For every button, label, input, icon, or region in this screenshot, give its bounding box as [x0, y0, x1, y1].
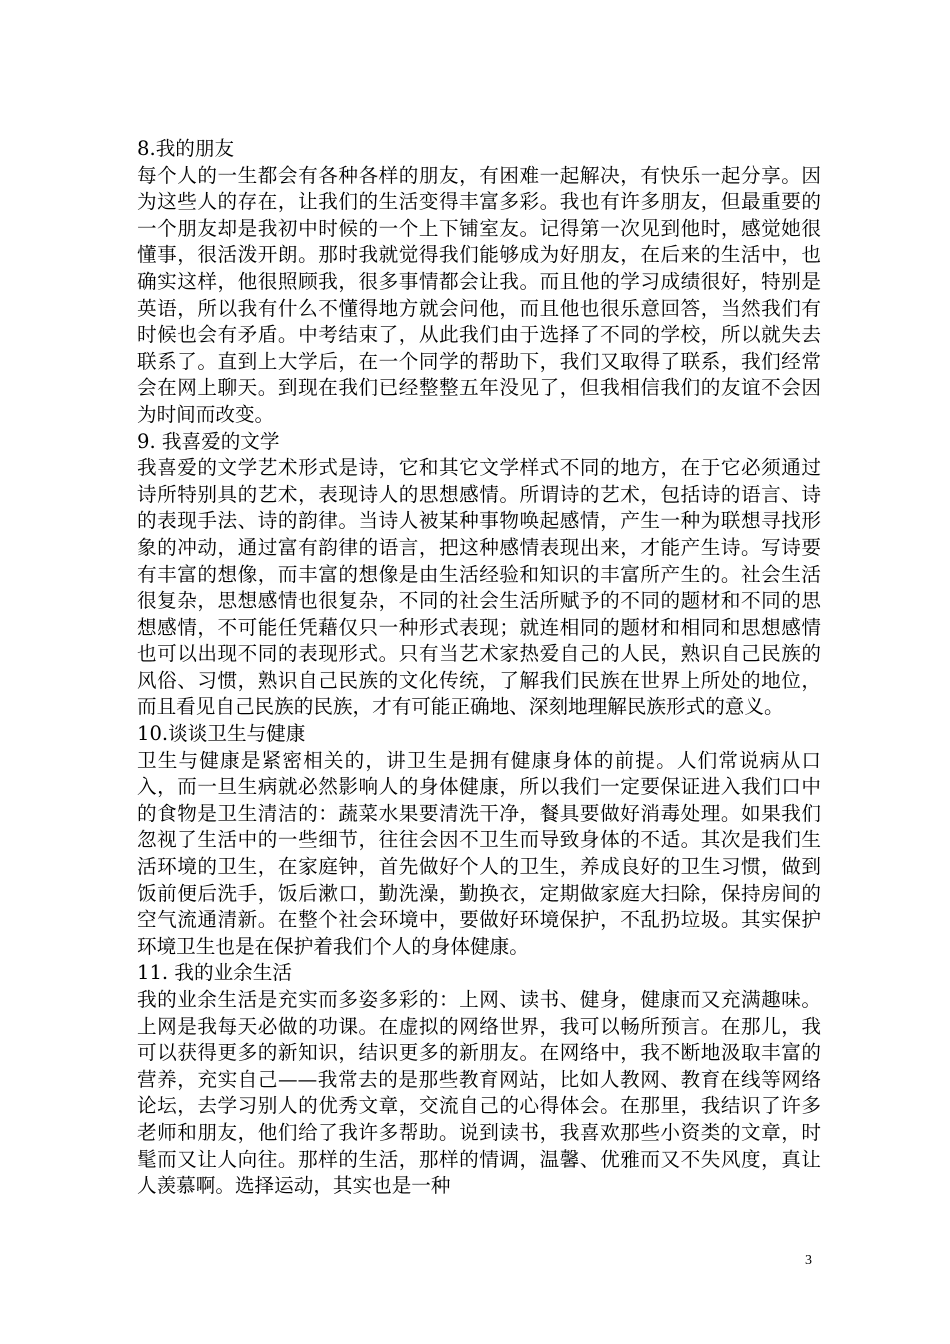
- section-spare-time-life: [137, 960, 821, 1199]
- section-favorite-literature: [137, 429, 821, 722]
- page-number: 3: [805, 1253, 812, 1268]
- section-heading: 9. 我喜爱的文学: [137, 429, 280, 453]
- section-heading: 11. 我的业余生活: [137, 961, 292, 985]
- section-paragraph: 每个人的一生都会有各种各样的朋友，有困难一起解决，有快乐一起分享。因为这些人的存在，让我们的生活变得丰富多彩。我也有许多朋友，但最重要的一个朋友却是我初中时候的一个上下铺室友。记得第一次见到他时，感觉她很懂事，很活泼开朗。那时我就觉得我们能够成为好朋友，在后来的生活中，也确实这样，他很照顾我，很多事情都会让我。而且他的学习成绩很好，特别是英语，所以我有什么不懂得地方就会问他，而且他也很乐意回答，当然我们有时候也会有矛盾。中考结束了，从此我们由于选择了不同的学校，所以就失去联系了。直到上大学后，在一个同学的帮助下，我们又取得了联系，我们经常会在网上聊天。到现在我们已经整整五年没见了，但我相信我们的友谊不会因为时间而改变。: [137, 163, 821, 426]
- section-my-friend: [137, 136, 821, 429]
- section-paragraph: 我的业余生活是充实而多姿多彩的：上网、读书、健身，健康而又充满趣味。上网是我每天必做的功课。在虚拟的网络世界，我可以畅所预言。在那儿，我可以获得更多的新知识，结识更多的新朋友。在网络中，我不断地汲取丰富的营养，充实自己——我常去的是那些教育网站，比如人教网、教育在线等网络论坛，去学习别人的优秀文章，交流自己的心得体会。在那里，我结识了许多老师和朋友，他们给了我许多帮助。说到读书，我喜欢那些小资类的文章，时髦而又让人向往。那样的生活，那样的情调，温馨、优雅而又不失风度，真让人羡慕啊。选择运动，其实也是一种: [137, 988, 821, 1198]
- section-paragraph: 卫生与健康是紧密相关的，讲卫生是拥有健康身体的前提。人们常说病从口入，而一旦生病就必然影响人的身体健康，所以我们一定要保证进入我们口中的食物是卫生清洁的：蔬菜水果要清洗干净，餐具要做好消毒处理。如果我们忽视了生活中的一些细节，往往会因不卫生而导致身体的不适。其次是我们生活环境的卫生，在家庭钟，首先做好个人的卫生，养成良好的卫生习惯，做到饭前便后洗手，饭后漱口，勤洗澡，勤换衣，定期做家庭大扫除，保持房间的空气流通清新。在整个社会环境中，要做好环境保护，不乱扔垃圾。其实保护环境卫生也是在保护着我们个人的身体健康。: [137, 748, 821, 958]
- document-body: [137, 136, 821, 1200]
- section-heading: 10.谈谈卫生与健康: [137, 722, 306, 746]
- section-hygiene-and-health: [137, 721, 821, 960]
- section-heading: 8.我的朋友: [137, 137, 235, 160]
- section-paragraph: 我喜爱的文学艺术形式是诗，它和其它文学样式不同的地方，在于它必须通过诗所特别具的艺术，表现诗人的思想感情。所谓诗的艺术，包括诗的语言、诗的表现手法、诗的韵律。当诗人被某种事物唤起感情，产生一种为联想寻找形象的冲动，通过富有韵律的语言，把这种感情表现出来，才能产生诗。写诗要有丰富的想像，而丰富的想像是由生活经验和知识的丰富所产生的。社会生活很复杂，思想感情也很复杂，不同的社会生活所赋予的不同的题材和不同的思想感情，不可能任凭藉仅只一种形式表现；就连相同的题材和相同和思想感情也可以出现不同的表现形式。只有当艺术家热爱自己的人民，熟识自己民族的风俗、习惯，熟识自己民族的文化传统，了解我们民族在世界上所处的地位，而且看见自己民族的民族，才有可能正确地、深刻地理解民族形式的意义。: [137, 456, 821, 719]
